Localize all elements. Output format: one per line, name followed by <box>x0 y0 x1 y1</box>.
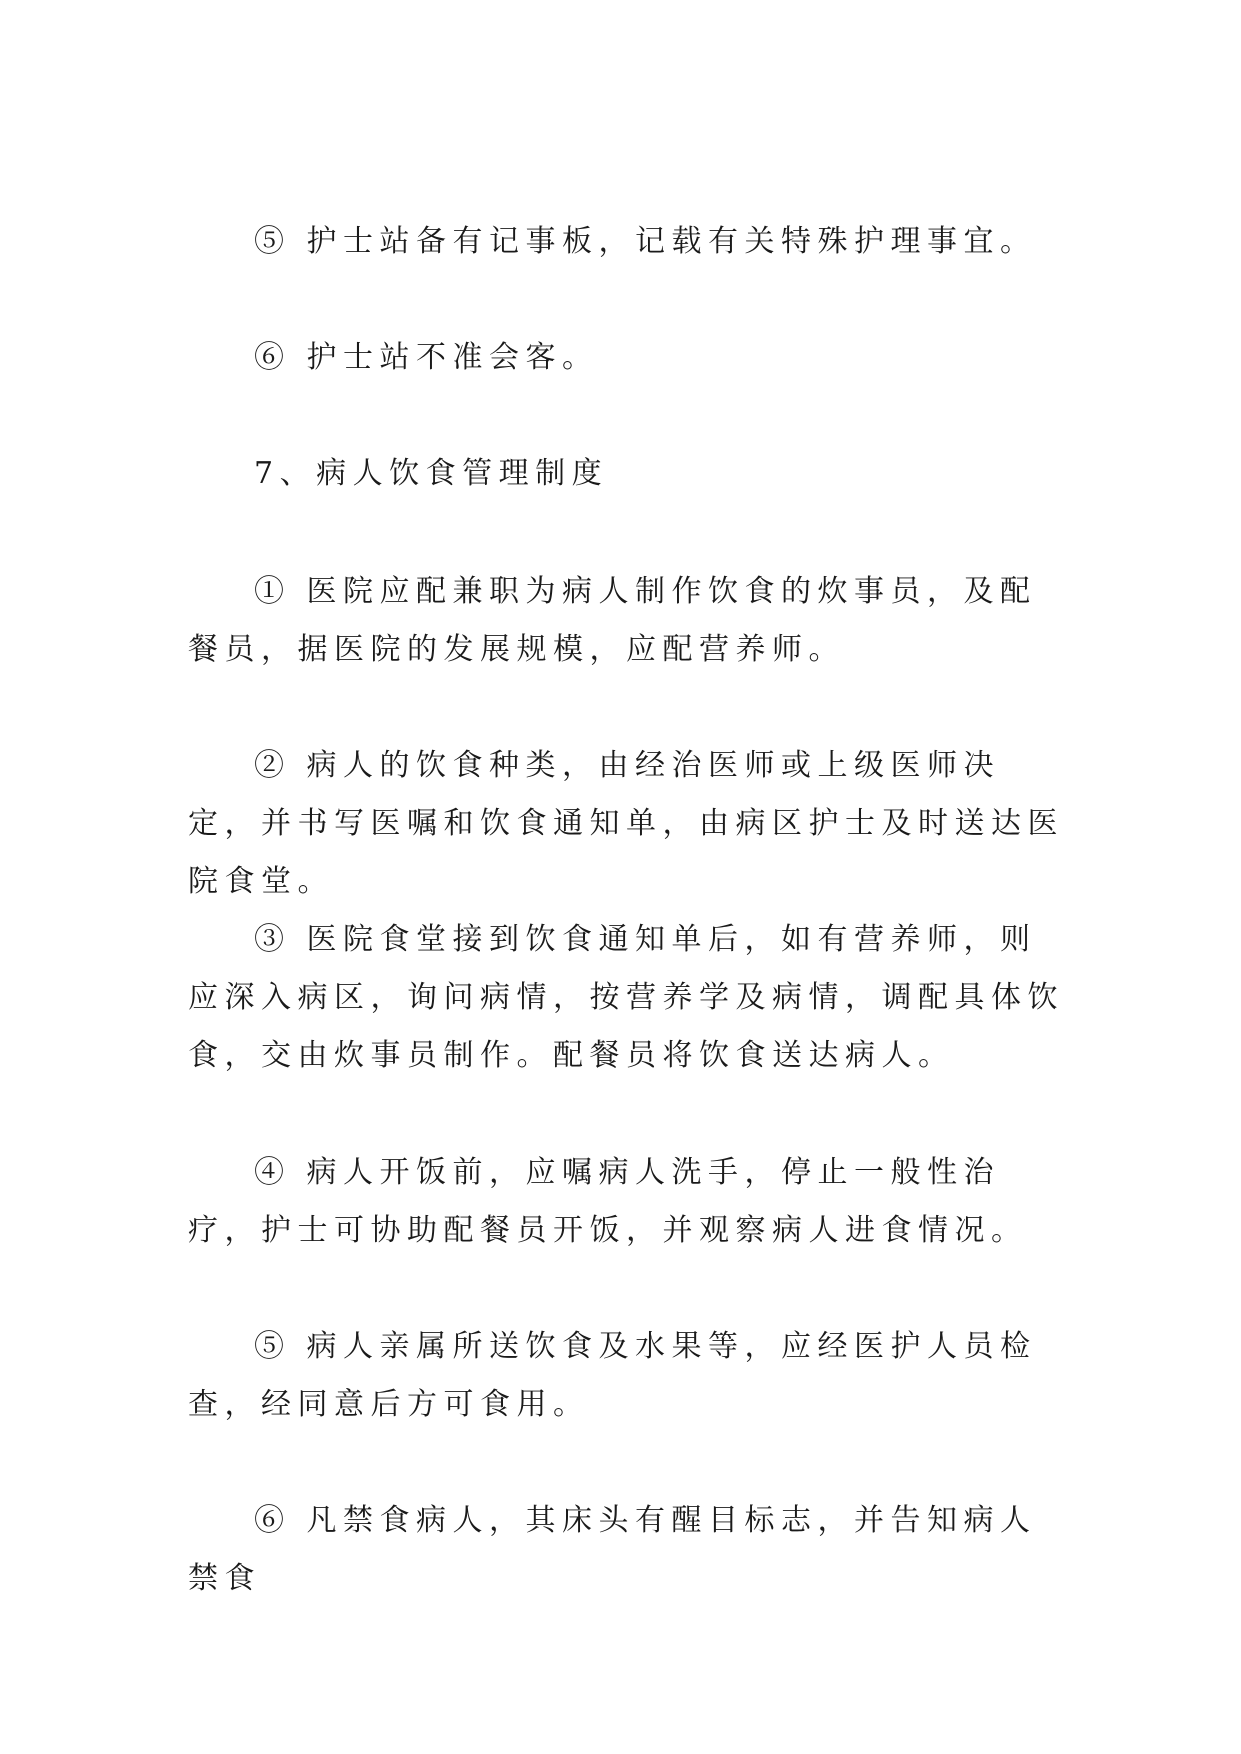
paragraph-canteen: ③ 医院食堂接到饮食通知单后，如有营养师，则应深入病区，询问病情，按营养学及病情，调配具体饮食，交由炊事员制作。配餐员将饮食送达病人。 <box>188 922 1064 1073</box>
paragraph-no-visitors: ⑥ 护士站不准会客。 <box>254 340 599 375</box>
paragraph-fasting: ⑥ 凡禁食病人，其床头有醒目标志，并告知病人禁食 <box>188 1503 1037 1596</box>
paragraph-before-meal: ④ 病人开饭前，应嘱病人洗手，停止一般性治疗，护士可协助配餐员开饭，并观察病人进食情况。 <box>188 1155 1028 1248</box>
section-heading-diet-management: 7、病人饮食管理制度 <box>254 456 609 491</box>
paragraph-family-food: ⑤ 病人亲属所送饮食及水果等，应经医护人员检查，经同意后方可食用。 <box>188 1329 1037 1422</box>
paragraph-diet-staff: ① 医院应配兼职为病人制作饮食的炊事员，及配餐员，据医院的发展规模，应配营养师。 <box>188 574 1037 667</box>
paragraph-diet-type: ② 病人的饮食种类，由经治医师或上级医师决定，并书写医嘱和饮食通知单，由病区护士及时送达医院食堂。 <box>188 748 1064 899</box>
paragraph-nurse-station-noteboard: ⑤ 护士站备有记事板，记载有关特殊护理事宜。 <box>254 224 1037 259</box>
